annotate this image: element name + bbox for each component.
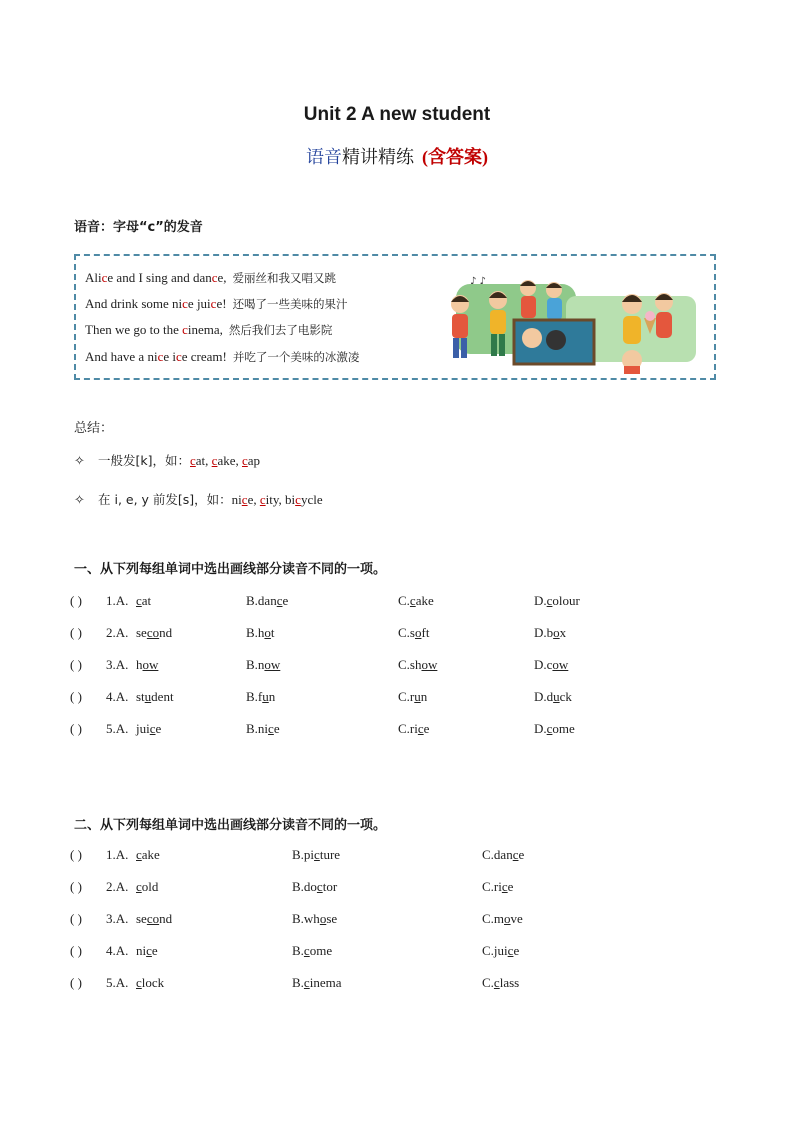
option-a: [136, 975, 164, 991]
underlined-part: c: [546, 721, 553, 736]
word-part: D.: [534, 593, 547, 608]
answer-blank: ( ): [70, 911, 82, 926]
word-part: B.do: [292, 879, 317, 894]
letter-c: c: [157, 349, 164, 364]
question-row: [70, 847, 720, 865]
word-part: n: [268, 689, 276, 704]
page-subtitle: [0, 143, 794, 169]
underlined-part: ow: [552, 657, 569, 672]
option-b: [246, 721, 280, 737]
question-number: 5.A.: [106, 721, 129, 736]
example-word-part: e,: [247, 492, 260, 507]
word-part: ake: [415, 593, 434, 608]
word-part: nd: [159, 625, 173, 640]
word-part: B.h: [246, 625, 265, 640]
word-part: C.m: [482, 911, 505, 926]
option-c: [398, 625, 429, 641]
word-part: C.: [482, 975, 494, 990]
letter-c: c: [175, 349, 182, 364]
word-part: lass: [499, 975, 520, 990]
underlined-part: c: [303, 943, 310, 958]
word-part: ve: [510, 911, 523, 926]
word-part: st: [136, 689, 145, 704]
underlined-part: co: [146, 911, 160, 926]
word-part: ft: [421, 625, 430, 640]
question-row: [70, 975, 720, 993]
word-part: old: [141, 879, 159, 894]
question-row: [70, 911, 720, 929]
line-text: e,: [217, 270, 227, 285]
section2-heading: 二、从下列每组单词中选出画线部分读音不同的一项。: [74, 818, 387, 833]
summary-rule: 一般发[k]，如：: [98, 453, 190, 468]
example-word-part: ni: [231, 492, 242, 507]
underlined-part: o: [319, 911, 327, 926]
option-b: [246, 657, 280, 673]
word-part: jui: [136, 721, 150, 736]
word-part: e: [518, 847, 525, 862]
underlined-part: c: [507, 943, 514, 958]
underlined-part: u: [414, 689, 421, 704]
question-row: [70, 721, 720, 739]
letter-c: c: [101, 270, 108, 285]
example-word-part: ap: [247, 453, 261, 468]
option-c: [482, 943, 519, 959]
word-part: e: [151, 943, 158, 958]
phonics-line: [85, 270, 336, 286]
line-text: e jui: [187, 296, 211, 311]
option-a: [136, 943, 158, 959]
question-number: 3.A.: [106, 911, 129, 926]
underlined-part: c: [303, 975, 310, 990]
question-row: [70, 593, 720, 611]
highlighted-letter: c: [242, 453, 248, 468]
word-part: B.dan: [246, 593, 277, 608]
option-c: [482, 975, 519, 991]
word-part: B.pi: [292, 847, 315, 862]
word-part: C.ri: [398, 721, 418, 736]
word-part: ake: [141, 847, 160, 862]
word-part: ni: [136, 943, 147, 958]
underlined-part: c: [417, 721, 424, 736]
word-part: D.b: [534, 625, 554, 640]
question-row: [70, 689, 720, 707]
example-word-part: ity,: [265, 492, 286, 507]
option-a: [136, 689, 174, 705]
underlined-part: c: [136, 847, 142, 862]
answer-blank: ( ): [70, 847, 82, 862]
answer-blank: ( ): [70, 975, 82, 990]
underlined-part: c: [276, 593, 283, 608]
underlined-part: c: [512, 847, 519, 862]
underlined-part: ow: [142, 657, 159, 672]
example-word-part: ake,: [217, 453, 242, 468]
example-word-part: at,: [195, 453, 212, 468]
word-part: e: [273, 721, 280, 736]
answer-blank: ( ): [70, 689, 82, 704]
option-b: [292, 847, 340, 863]
option-b: [292, 975, 341, 991]
option-d: [534, 593, 580, 609]
word-part: e: [282, 593, 289, 608]
word-part: se: [326, 911, 338, 926]
example-word-part: bi: [285, 492, 296, 507]
option-d: [534, 657, 568, 673]
word-part: B.: [292, 943, 304, 958]
option-a: [136, 847, 160, 863]
child-body-icon: [452, 314, 468, 338]
line-text: Then we go to the: [85, 322, 183, 337]
word-part: x: [559, 625, 567, 640]
option-b: [292, 911, 337, 927]
answer-blank: ( ): [70, 879, 82, 894]
underlined-part: u: [144, 689, 152, 704]
word-part: C.r: [398, 689, 415, 704]
word-part: n: [420, 689, 428, 704]
option-b: [292, 879, 337, 895]
summary-item: [74, 490, 323, 508]
answer-blank: ( ): [70, 593, 82, 608]
question-number: 2.A.: [106, 625, 129, 640]
line-text: And drink some ni: [85, 296, 183, 311]
underlined-part: c: [136, 879, 142, 894]
word-part: B.ni: [246, 721, 269, 736]
word-part: C.jui: [482, 943, 508, 958]
word-part: ome: [552, 721, 575, 736]
line-text: e!: [216, 296, 227, 311]
word-part: e: [423, 721, 430, 736]
option-c: [398, 689, 427, 705]
phonics-line: [85, 296, 348, 312]
subtitle-phonics: 语音: [306, 147, 342, 167]
underlined-part: ow: [264, 657, 281, 672]
option-a: [136, 625, 172, 641]
option-c: [398, 593, 434, 609]
word-part: lock: [141, 975, 165, 990]
line-translation: 还喝了一些美味的果汁: [232, 297, 348, 311]
summary-item: [74, 451, 260, 469]
word-part: C.sh: [398, 657, 422, 672]
word-part: D.: [534, 721, 547, 736]
underlined-part: c: [149, 721, 156, 736]
option-d: [534, 625, 566, 641]
underlined-part: c: [314, 847, 320, 862]
word-part: e: [507, 879, 514, 894]
option-b: [246, 689, 275, 705]
subtitle-answer-note: (含答案): [422, 147, 488, 167]
underlined-part: c: [501, 879, 508, 894]
option-d: [534, 689, 572, 705]
answer-blank: ( ): [70, 657, 82, 672]
word-part: e: [513, 943, 520, 958]
highlighted-letter: c: [295, 492, 301, 507]
letter-c: c: [182, 296, 188, 311]
word-part: tor: [322, 879, 338, 894]
line-translation: 并吃了一个美味的冰激凌: [232, 350, 360, 364]
option-a: [136, 593, 151, 609]
option-a: [136, 657, 158, 673]
line-translation: 然后我们去了电影院: [228, 323, 333, 337]
word-part: h: [136, 657, 143, 672]
word-part: ture: [319, 847, 341, 862]
line-text: inema,: [187, 322, 223, 337]
children-illustration: [436, 266, 706, 374]
line-text: Ali: [85, 270, 102, 285]
answer-blank: ( ): [70, 625, 82, 640]
underlined-part: ow: [421, 657, 438, 672]
underlined-part: c: [316, 879, 323, 894]
underlined-part: c: [136, 593, 142, 608]
word-part: dent: [151, 689, 174, 704]
subtitle-practice: 精讲精练: [342, 147, 414, 167]
underlined-part: o: [553, 625, 560, 640]
word-part: C.dan: [482, 847, 513, 862]
option-c: [398, 721, 429, 737]
option-a: [136, 721, 161, 737]
underlined-part: co: [146, 625, 160, 640]
word-part: ome: [309, 943, 333, 958]
line-text: And have a ni: [85, 349, 158, 364]
option-b: [292, 943, 332, 959]
highlighted-letter: c: [241, 492, 248, 507]
line-text: e i: [163, 349, 176, 364]
option-c: [482, 847, 524, 863]
page-title: Unit 2 A new student: [303, 104, 491, 125]
underlined-part: c: [136, 975, 142, 990]
question-number: 5.A.: [106, 975, 129, 990]
word-part: nd: [159, 911, 173, 926]
question-number: 4.A.: [106, 689, 129, 704]
word-part: D.c: [534, 657, 553, 672]
letter-c: c: [211, 270, 218, 285]
word-part: e: [155, 721, 162, 736]
option-b: [246, 625, 275, 641]
underlined-part: u: [262, 689, 269, 704]
underlined-part: c: [146, 943, 152, 958]
question-number: 1.A.: [106, 847, 129, 862]
word-part: B.wh: [292, 911, 320, 926]
phonics-label: 语音：字母“c”的发音: [74, 220, 203, 235]
underlined-part: u: [553, 689, 560, 704]
underlined-part: o: [264, 625, 271, 640]
question-number: 2.A.: [106, 879, 129, 894]
option-c: [482, 879, 513, 895]
phonics-line: [85, 349, 359, 365]
line-text: e cream!: [181, 349, 227, 364]
word-part: at: [141, 593, 152, 608]
letter-c: c: [182, 322, 188, 337]
word-part: C.ri: [482, 879, 502, 894]
section1-heading: 一、从下列每组单词中选出画线部分读音不同的一项。: [74, 562, 387, 577]
highlighted-letter: c: [259, 492, 266, 507]
summary-rule: 在 i, e, y 前发[s]，如：: [98, 492, 232, 507]
letter-c: c: [210, 296, 217, 311]
underlined-part: o: [504, 911, 511, 926]
option-c: [398, 657, 437, 673]
word-part: se: [136, 911, 147, 926]
word-part: B.: [292, 975, 304, 990]
phonics-line: [85, 322, 332, 338]
word-part: B.n: [246, 657, 265, 672]
word-part: se: [136, 625, 147, 640]
example-word-part: ycle: [300, 492, 323, 507]
word-part: inema: [309, 975, 342, 990]
summary-label: 总结：: [74, 421, 114, 436]
word-part: t: [270, 625, 275, 640]
question-row: [70, 879, 720, 897]
word-part: B.f: [246, 689, 263, 704]
music-note-icon: ♪ ♪: [470, 276, 486, 287]
underlined-part: c: [546, 593, 553, 608]
highlighted-letter: c: [211, 453, 218, 468]
option-a: [136, 911, 172, 927]
highlighted-letter: c: [190, 453, 196, 468]
diamond-bullet-icon: ✧: [74, 492, 85, 507]
diamond-bullet-icon: ✧: [74, 453, 85, 468]
option-a: [136, 879, 158, 895]
option-c: [482, 911, 523, 927]
word-part: D.d: [534, 689, 554, 704]
option-b: [246, 593, 288, 609]
option-d: [534, 721, 575, 737]
underlined-part: c: [268, 721, 274, 736]
answer-blank: ( ): [70, 721, 82, 736]
word-part: olour: [552, 593, 580, 608]
underlined-part: c: [409, 593, 416, 608]
underlined-part: c: [493, 975, 500, 990]
question-number: 1.A.: [106, 593, 129, 608]
question-number: 4.A.: [106, 943, 129, 958]
word-part: C.: [398, 593, 410, 608]
question-row: [70, 943, 720, 961]
word-part: ck: [559, 689, 572, 704]
underlined-part: o: [414, 625, 422, 640]
question-number: 3.A.: [106, 657, 129, 672]
question-row: [70, 625, 720, 643]
word-part: C.s: [398, 625, 415, 640]
line-text: e and I sing and dan: [107, 270, 212, 285]
line-translation: 爱丽丝和我又唱又跳: [232, 271, 337, 285]
answer-blank: ( ): [70, 943, 82, 958]
question-row: [70, 657, 720, 675]
